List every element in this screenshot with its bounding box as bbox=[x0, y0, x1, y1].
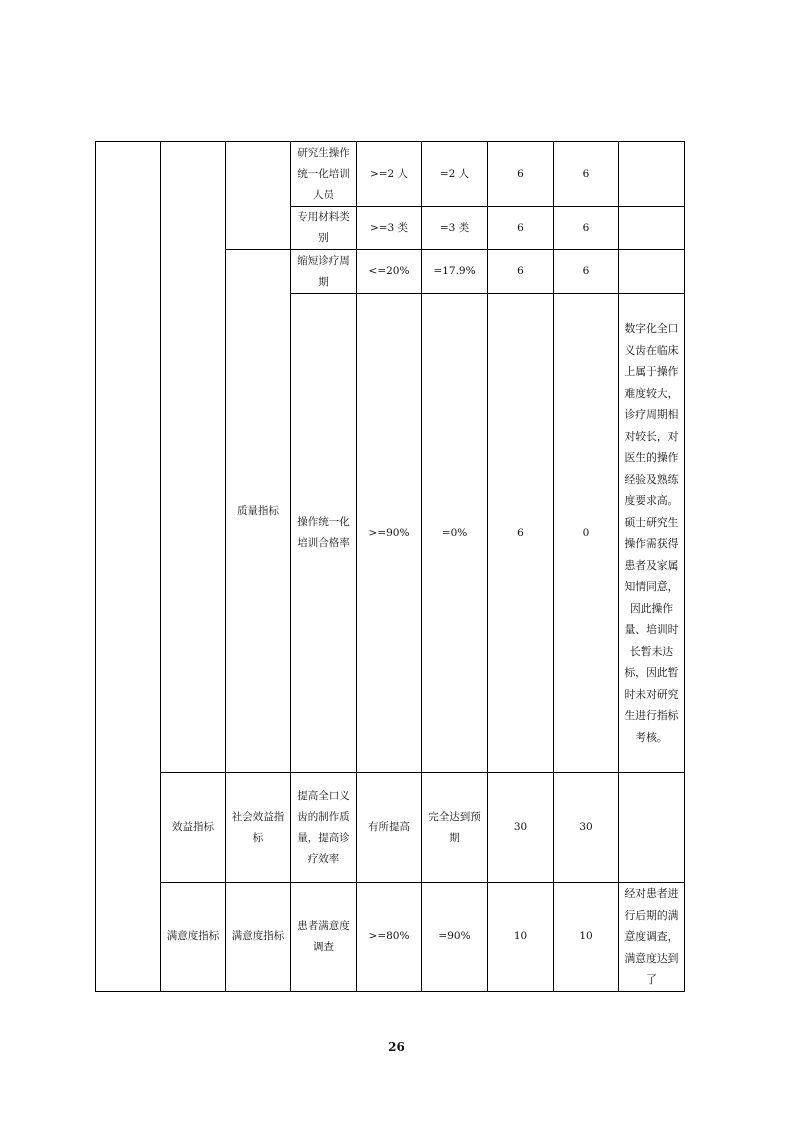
actual-cell: =3 类 bbox=[422, 207, 488, 250]
note-cell: 数字化全口义齿在临床上属于操作难度较大，诊疗周期相对较长，对医生的操作经验及熟练度要求高。硕士研究生操作需获得患者及家属知情同意，因此操作量、培训时长暂未达标，因此暂时未对研究生进行指标考核。 bbox=[619, 294, 685, 773]
score-cell: 30 bbox=[554, 773, 619, 883]
indicator-cell: 缩短诊疗周期 bbox=[291, 250, 357, 294]
table-row bbox=[96, 142, 685, 207]
category-cell: 满意度指标 bbox=[161, 883, 226, 992]
category-cell: 效益指标 bbox=[161, 773, 226, 883]
indicator-cell: 操作统一化培训合格率 bbox=[291, 294, 357, 773]
subcategory-cell: 社会效益指标 bbox=[226, 773, 291, 883]
score-cell: 6 bbox=[554, 142, 619, 207]
note-cell bbox=[619, 207, 685, 250]
score-cell: 6 bbox=[554, 250, 619, 294]
weight-cell: 10 bbox=[488, 883, 554, 992]
indicator-cell: 提高全口义齿的制作质量，提高诊疗效率 bbox=[291, 773, 357, 883]
target-cell: >=3 类 bbox=[357, 207, 422, 250]
actual-cell: =90% bbox=[422, 883, 488, 992]
actual-cell: =0% bbox=[422, 294, 488, 773]
note-cell bbox=[619, 250, 685, 294]
weight-cell: 30 bbox=[488, 773, 554, 883]
note-cell bbox=[619, 142, 685, 207]
indicator-cell: 研究生操作统一化培训人员 bbox=[291, 142, 357, 207]
empty-subcategory-cell bbox=[226, 142, 291, 250]
target-cell: <=20% bbox=[357, 250, 422, 294]
page-number: 26 bbox=[388, 1040, 405, 1054]
weight-cell: 6 bbox=[488, 207, 554, 250]
weight-cell: 6 bbox=[488, 294, 554, 773]
actual-cell: 完全达到预期 bbox=[422, 773, 488, 883]
score-cell: 6 bbox=[554, 207, 619, 250]
empty-first-cell bbox=[96, 142, 161, 992]
target-cell: >=2 人 bbox=[357, 142, 422, 207]
performance-table bbox=[95, 141, 685, 992]
table-row bbox=[96, 883, 685, 992]
target-cell: >=80% bbox=[357, 883, 422, 992]
target-cell: >=90% bbox=[357, 294, 422, 773]
score-cell: 0 bbox=[554, 294, 619, 773]
subcategory-cell: 质量指标 bbox=[226, 250, 291, 773]
subcategory-cell: 满意度指标 bbox=[226, 883, 291, 992]
target-cell: 有所提高 bbox=[357, 773, 422, 883]
actual-cell: =17.9% bbox=[422, 250, 488, 294]
weight-cell: 6 bbox=[488, 142, 554, 207]
note-cell bbox=[619, 773, 685, 883]
empty-category-cell bbox=[161, 142, 226, 773]
indicator-cell: 专用材料类别 bbox=[291, 207, 357, 250]
score-cell: 10 bbox=[554, 883, 619, 992]
indicator-cell: 患者满意度调查 bbox=[291, 883, 357, 992]
note-cell: 经对患者进行后期的满意度调查，满意度达到了 bbox=[619, 883, 685, 992]
weight-cell: 6 bbox=[488, 250, 554, 294]
actual-cell: =2 人 bbox=[422, 142, 488, 207]
table-row bbox=[96, 773, 685, 883]
